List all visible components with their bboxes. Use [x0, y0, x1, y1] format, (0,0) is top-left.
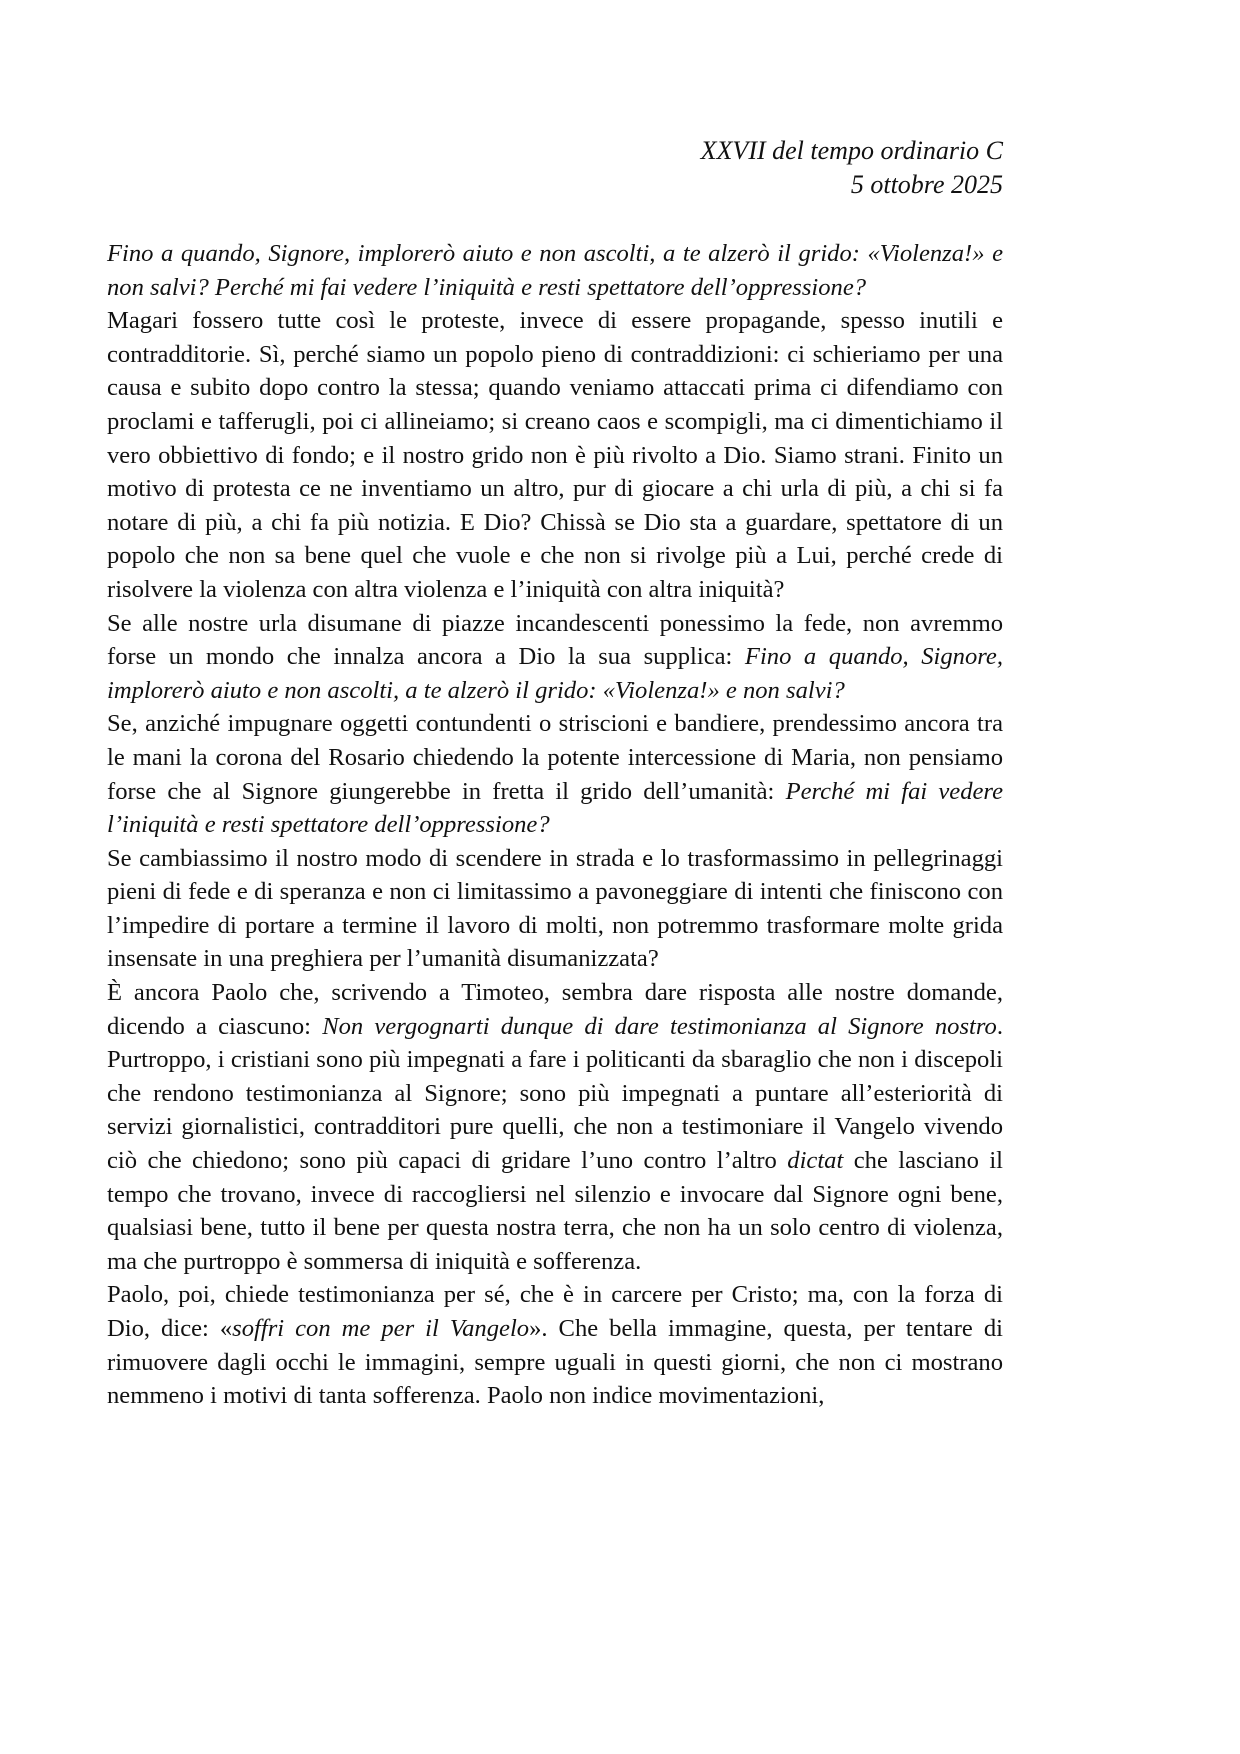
paragraph-pilgrimage — [107, 842, 1003, 976]
paragraph-text: Se alle nostre urla disumane di piazze incandescenti ponessimo la fede, non avremmo forse un mondo che innalza ancora a Dio la sua supplica: — [107, 609, 1003, 671]
italic-term: dictat — [787, 1147, 844, 1175]
paragraph-text: Magari fossero tutte così le proteste, invece di essere propagande, spesso inutili e contradditorie. Sì, perché siamo un popolo pieno di contraddizioni: ci schieriamo per una causa e subito dopo contro la stessa; quando veniamo attaccati prima ci difendiamo con proclami e tafferugli, poi ci allineiamo; si creano caos e scompigli, ma ci dimentichiamo il vero obbiettivo di fondo; e il nostro grido non è più rivolto a Dio. Siamo strani. Finito un motivo di protesta ce ne inventiamo un altro, pur di giocare a chi urla di più, a chi si fa notare di più, a chi fa più notizia. E Dio? Chissà se Dio sta a guardare, spettatore di un popolo che non sa bene quel che vuole e che non si rivolge più a Lui, perché crede di risolvere la violenza con altra violenza e l’iniquità con altra iniquità? — [107, 307, 1003, 603]
scripture-quote: Fino a quando, Signore, implorerò aiuto e non ascolti, a te alzerò il grido: «Violenza!» e non salvi? Perché mi fai vedere l’iniquità e resti spettatore dell’oppressione? — [107, 240, 1003, 301]
document-date: 5 ottobre 2025 — [850, 170, 1003, 199]
paragraph-paolo-carcere — [107, 1278, 1003, 1412]
paragraph-rosary — [107, 707, 1003, 841]
paragraph-opening-quote — [107, 237, 1003, 304]
liturgical-title: XXVII del tempo ordinario C — [700, 136, 1003, 165]
paragraph-text: Paolo, poi, chiede testimonianza per sé, che è in carcere per Cristo; ma, con la forza di Dio, dice: « — [107, 1281, 1003, 1342]
paragraph-protests — [107, 304, 1003, 606]
scripture-quote: Non vergognarti dunque di dare testimonianza al Signore nostro — [322, 1012, 997, 1040]
paragraph-paolo-timoteo — [107, 976, 1003, 1278]
document-header — [107, 134, 1003, 202]
scripture-quote: Fino a quando, Signore, implorerò aiuto e non ascolti, a te alzerò il grido: «Violenza!» e non salvi? — [107, 643, 1003, 704]
document-body — [107, 237, 1003, 1413]
paragraph-text: ». Che bella immagine, questa, per tentare di rimuovere dagli occhi le immagini, sempre uguali in questi giorni, che non ci mostrano nemmeno i motivi di tanta sofferenza. Paolo non indice movimentazioni, — [107, 1315, 1003, 1410]
paragraph-text: Se, anziché impugnare oggetti contundenti o striscioni e bandiere, prendessimo ancora tra le mani la corona del Rosario chiedendo la potente intercessione di Maria, non pensiamo forse che al Signore giungerebbe in fretta il grido dell’umanità: — [107, 710, 1003, 805]
paragraph-text: che lasciano il tempo che trovano, invece di raccogliersi nel silenzio e invocare dal Signore ogni bene, qualsiasi bene, tutto il bene per questa nostra terra, che non ha un solo centro di violenza, ma che purtroppo è sommersa di iniquità e sofferenza. — [107, 1147, 1003, 1275]
paragraph-faith — [107, 607, 1003, 708]
paragraph-text: . Purtroppo, i cristiani sono più impegnati a fare i politicanti da sbaraglio che non i discepoli che rendono testimonianza al Signore; sono più impegnati a puntare all’esteriorità di servizi giornalistici, contradditori pure quelli, che non a testimoniare il Vangelo vivendo ciò che chiedono; sono più capaci di gridare l’uno contro l’altro — [107, 1012, 1003, 1175]
scripture-quote: Perché mi fai vedere l’iniquità e resti spettatore dell’oppressione? — [107, 777, 1003, 839]
paragraph-text: Se cambiassimo il nostro modo di scendere in strada e lo trasformassimo in pellegrinaggi pieni di fede e di speranza e non ci limitassimo a pavoneggiare di intenti che finiscono con l’impedire di portare a termine il lavoro di molti, non potremmo trasformare molte grida insensate in una preghiera per l’umanità disumanizzata? — [107, 844, 1003, 973]
scripture-quote: soffri con me per il Vangelo — [232, 1315, 530, 1342]
paragraph-text: È ancora Paolo che, scrivendo a Timoteo, sembra dare risposta alle nostre domande, dicendo a ciascuno: — [107, 979, 1003, 1040]
